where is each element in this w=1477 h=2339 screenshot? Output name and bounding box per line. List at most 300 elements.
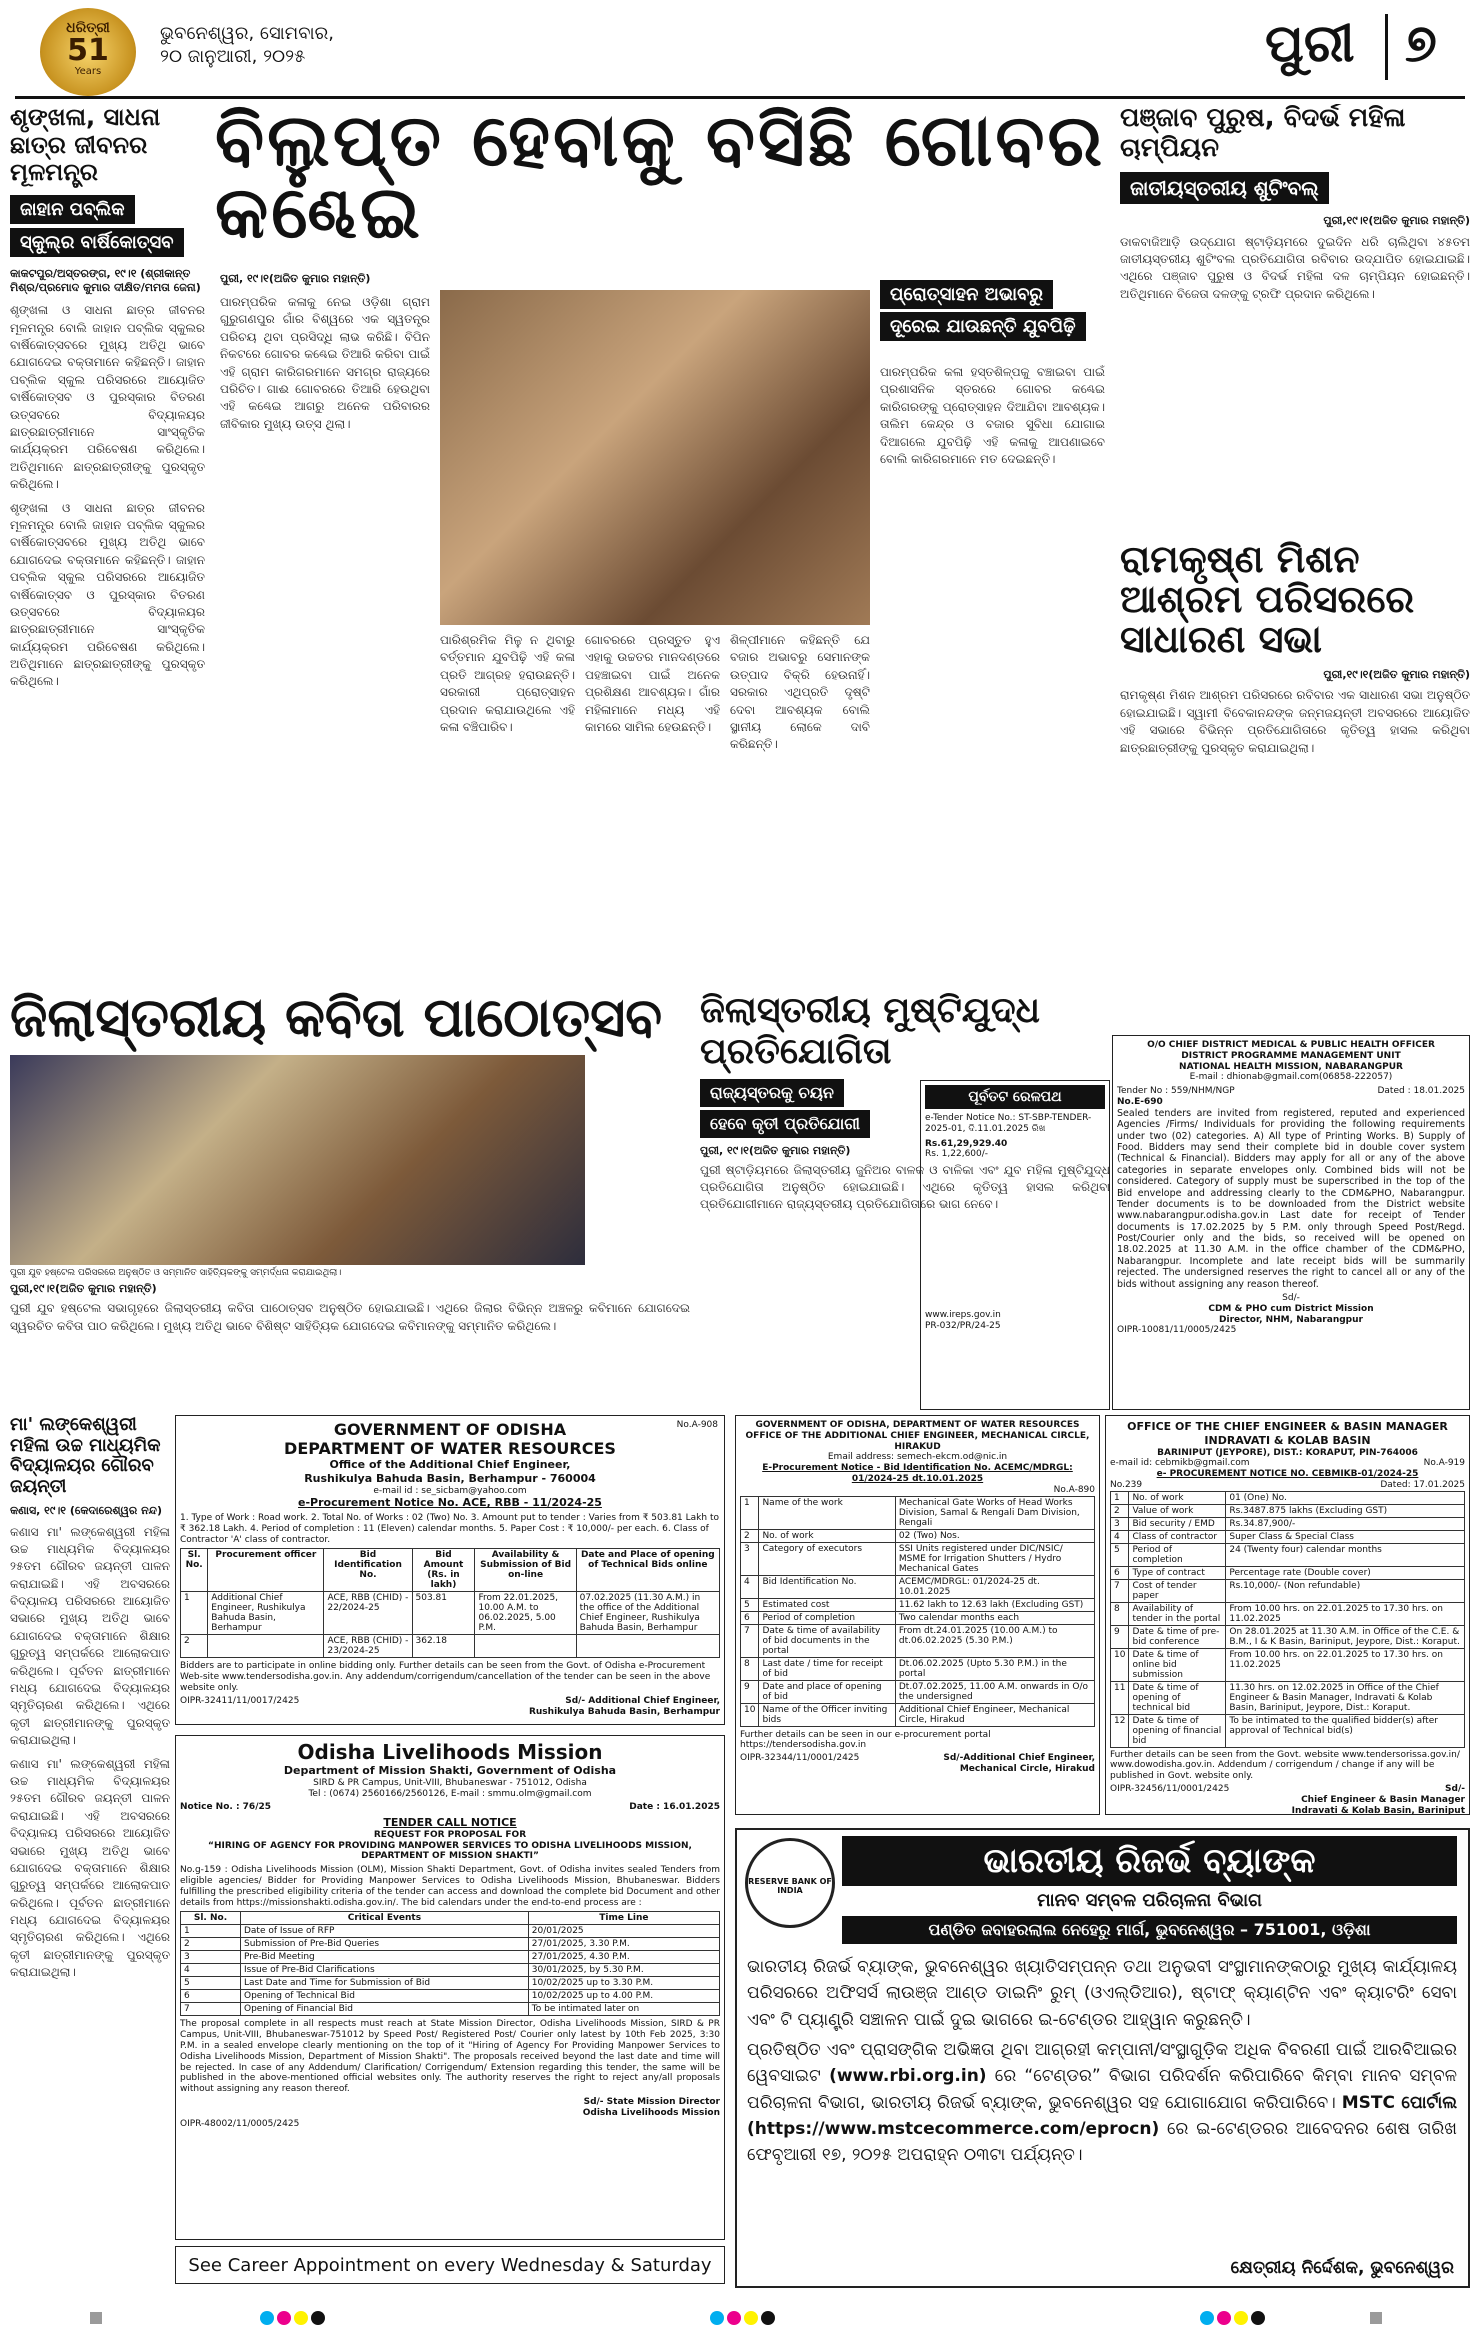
nhm-no: No.E-690: [1117, 1096, 1163, 1107]
table-row: [181, 1592, 720, 1635]
table-cell: 4: [741, 1575, 759, 1598]
left-story-byline: କାକଟପୁର/ଅସ୍ତରଙ୍ଗ, ୧୯।୧ (ଶ୍ରୀକାନ୍ତ ମିଶ୍ର/ପ୍ରମୋଦ କୁମାର ଦୀକ୍ଷିତ/ମମତା ଜେନା): [10, 266, 201, 294]
boxing-headline: ଜିଲାସ୍ତରୀୟ ମୁଷ୍ଟିଯୁଦ୍ଧ ପ୍ରତିଯୋଗିତା: [700, 990, 1041, 1073]
school-headline: ମା' ଲଙ୍କେଶ୍ୱରୀ ମହିଳା ଉଚ୍ଚ ମାଧ୍ୟମିକ ବିଦ୍ୟାଳୟର ଗୌରବ ଜୟନ୍ତୀ: [10, 1415, 161, 1498]
indravati-ref: OIPR-32456/11/0001/2425: [1110, 1784, 1230, 1795]
dateline-date: ୨୦ ଜାନୁଆରୀ, ୨୦୨୫: [160, 46, 306, 68]
table-row: [181, 1938, 720, 1951]
table-cell: Date & time of availability of bid documents in the portal: [759, 1624, 895, 1657]
table-row: [181, 1951, 720, 1964]
table-header: Procurement officer: [208, 1549, 324, 1592]
hirakud-office: OFFICE OF THE ADDITIONAL CHIEF ENGINEER, MECHANICAL CIRCLE, HIRAKUD: [745, 1430, 1090, 1452]
table-header: Bid Amount (Rs. in lakh): [412, 1549, 475, 1592]
gray-bar: [90, 2312, 102, 2324]
table-cell: 5: [741, 1598, 759, 1611]
badge-sub: Years: [74, 66, 102, 77]
nhm-org1: O/O CHIEF DISTRICT MEDICAL & PUBLIC HEALTH OFFICER: [1147, 1040, 1435, 1050]
nhm-ref: OIPR-10081/11/0005/2425: [1117, 1325, 1237, 1336]
table-cell: Cost of tender paper: [1129, 1579, 1226, 1602]
lead-col4: ଗୋବରରେ ପ୍ରସ୍ତୁତ ହୁଏ ଏହାକୁ ଉଚ୍ଚତର ମାନଦଣ୍ଡରେ ପହଞ୍ଚାଇବା ପାଇଁ ଅନେକ ପ୍ରଶିକ୍ଷଣ ଆବଶ୍ୟକ। ଗାଁର ମହିଳାମାନେ ମଧ୍ୟ ଏହି କାମରେ ସାମିଲ ହେଉଛନ୍ତି।: [585, 633, 720, 734]
table-cell: Date & time of pre-bid conference: [1129, 1625, 1226, 1648]
table-cell: ACEMC/MDRGL: 01/2024-25 dt. 10.01.2025: [895, 1575, 1094, 1598]
table-cell: Class of contractor: [1129, 1530, 1226, 1543]
table-cell: [208, 1635, 324, 1658]
nhm-body: Sealed tenders are invited from registered, reputed and experienced Agencies /Firms/ Individuals for providing the following requirements under two (02) categories. A) All type of Printing Works. B) Supply of Food. Bidders may send their complete bid in double cover system (Technical & Financial). Bidders may apply for all or any of the above categories in separate envelopes only. Combined bids will not be considered. Category of supply must be superscribed in the top of the Bid envelope and addressing clearly to the CDM&PHO, Nabarangpur. Tender documents is to be downloaded from the District website www.nabarangpur.odisha.gov.in Last date for receipt of Tender documents is 17.02.2025 by 5 P.M. only through Speed Post/Regd. Post/Courier only and the bids, so received will be opened on 18.02.2025 at 11.30 A.M. in the office chamber of the CDM&PHO, Nabarangpur. Incomplete and late receipt bids will be summarily rejected. The undersigned reserves the right to cancel all or any of the bids without assigning any reason thereof.: [1117, 1107, 1465, 1290]
table-row: [741, 1611, 1095, 1624]
indravati-email: e-mail id: cebmikb@gmail.com: [1110, 1458, 1250, 1469]
rbi-body4: ରେ ଇ-ଟେଣ୍ଡରର ଆବେଦନର ଶେଷ ତାରିଖ ଫେବୃଆରୀ ୧୭, ୨୦୨୫ ଅପରାହ୍ନ ୦୩ଟା ପର୍ଯ୍ୟନ୍ତ।: [747, 2119, 1457, 2166]
table-cell: ACE, RBB (CHID) - 23/2024-25: [324, 1635, 412, 1658]
page-number: ୭: [1405, 14, 1437, 74]
school-body-cont: କଣାସ ମା' ଲଙ୍କେଶ୍ୱରୀ ମହିଳା ଉଚ୍ଚ ମାଧ୍ୟମିକ ବିଦ୍ୟାଳୟର ୨୫ତମ ଗୌରବ ଜୟନ୍ତୀ ପାଳନ କରାଯାଇଛି। ଏହି ଅବସରରେ ବିଦ୍ୟାଳୟ ପରିସରରେ ଆୟୋଜିତ ସଭାରେ ମୁଖ୍ୟ ଅତିଥି ଭାବେ ଯୋଗଦେଇ ବକ୍ତାମାନେ ଶିକ୍ଷାର ଗୁରୁତ୍ୱ ସମ୍ପର୍କରେ ଆଲୋକପାତ କରିଥିଲେ। ପୂର୍ବତନ ଛାତ୍ରୀମାନେ ମଧ୍ୟ ଯୋଗଦେଇ ବିଦ୍ୟାଳୟର ସ୍ମୃତିଚାରଣ କରିଥିଲେ। ଏଥିରେ କୃତୀ ଛାତ୍ରୀମାନଙ୍କୁ ପୁରସ୍କୃତ କରାଯାଇଥିଲା।: [10, 1756, 170, 1980]
indravati-sign1: Sd/-: [1445, 1784, 1465, 1795]
indravati-table: [1110, 1491, 1465, 1748]
olm-rfp: REQUEST FOR PROPOSAL FOR: [373, 1829, 527, 1840]
table-cell: [475, 1635, 576, 1658]
table-row: [181, 1964, 720, 1977]
table-cell: 01 (One) No.: [1226, 1491, 1465, 1504]
notice-indravati: [1105, 1415, 1470, 1815]
notice-railway: [920, 1080, 1110, 1410]
water-ref: OIPR-32411/11/0017/2425: [180, 1695, 300, 1706]
olm-footer: The proposal complete in all respects must reach at State Mission Director, Odisha Livelihoods Mission, SIRD & PR Campus, Unit-VIII, Bhubaneswar-751012 by Speed Post/ Registered Post/ Courier only latest by 10th Feb 2025, 3:30 P.M. in a sealed envelope clearly mentioning on the top of it "Hiring of Agency For Providing Manpower Services to Odisha Livelihoods Mission, Department of Mission Shakti". The proposals received beyond the last date and time will be rejected. In case of any Addendum/ Clarification/ Corrigendum/ Extension regarding this tender, the same will be published in the above-mentioned official websites only. The authority reserves the right to reject any/all proposals without assigning any reason thereof.: [180, 2019, 720, 2095]
table-cell: Two calendar months each: [895, 1611, 1094, 1624]
table-cell: 2: [181, 1635, 208, 1658]
lead-col5: ଶିଳ୍ପୀମାନେ କହିଛନ୍ତି ଯେ ବଜାର ଅଭାବରୁ ସେମାନଙ୍କ ଉତ୍ପାଦ ବିକ୍ରି ହେଉନାହିଁ। ସରକାର ଏଥିପ୍ରତି ଦୃଷ୍ଟି ଦେବା ଆବଶ୍ୟକ ବୋଲି ସ୍ଥାନୀୟ ଲୋକେ ଦାବି କରିଛନ୍ତି।: [730, 633, 870, 752]
rbi-mstc: MSTC ପୋର୍ଟାଲ: [1341, 2092, 1457, 2113]
table-cell: 27/01/2025, 3.30 P.M.: [528, 1938, 719, 1951]
yellow-dot: [1234, 2311, 1248, 2325]
section-name: ପୁରୀ: [1265, 14, 1355, 74]
dateline: [160, 22, 334, 69]
olm-th1: Sl. No.: [181, 1912, 241, 1925]
table-cell: Pre-Bid Meeting: [240, 1951, 528, 1964]
olm-title: Odisha Livelihoods Mission: [297, 1740, 603, 1764]
table-cell: 10: [741, 1703, 759, 1726]
nhm-org2: DISTRICT PROGRAMME MANAGEMENT UNIT: [1181, 1050, 1401, 1061]
water-office2: Rushikulya Bahuda Basin, Berhampur - 760004: [304, 1471, 596, 1485]
table-row: [1111, 1714, 1465, 1747]
table-cell: 10/02/2025 up to 3.30 P.M.: [528, 1977, 719, 1990]
lead-col3: ପାରିଶ୍ରମିକ ମିଳୁ ନ ଥିବାରୁ ବର୍ତ୍ତମାନ ଯୁବପିଢ଼ି ଏହି କଳା ପ୍ରତି ଆଗ୍ରହ ହରାଉଛନ୍ତି। ସରକାରୀ ପ୍ରୋତ୍ସାହନ ପ୍ରଦାନ କରାଯାଉଥିଲେ ଏହି କଳା ବଞ୍ଚିପାରିବ।: [440, 633, 575, 734]
table-cell: Dt.06.02.2025 (Upto 5.30 P.M.) in the portal: [895, 1657, 1094, 1680]
rbi-title-band: [842, 1836, 1457, 1886]
table-cell: Name of the Officer inviting bids: [759, 1703, 895, 1726]
nhm-sign1: Sd/-: [1282, 1293, 1300, 1304]
rbi-body: [747, 1954, 1457, 2169]
nhm-tender: Tender No : 559/NHM/NGP: [1117, 1086, 1235, 1097]
left-story-body-cont: ଶୃଙ୍ଖଳା ଓ ସାଧନା ଛାତ୍ର ଜୀବନର ମୂଳମନ୍ତ୍ର ବୋଲି ଜାହାନ ପବ୍ଲିକ ସ୍କୁଲର ବାର୍ଷିକୋତ୍ସବରେ ମୁଖ୍ୟ ଅତିଥି ଭାବେ ଯୋଗଦେଇ ବକ୍ତାମାନେ କହିଛନ୍ତି। ଜାହାନ ପବ୍ଲିକ ସ୍କୁଲ ପରିସରରେ ଆୟୋଜିତ ବାର୍ଷିକୋତ୍ସବ ଓ ପୁରସ୍କାର ବିତରଣ ଉତ୍ସବରେ ବିଦ୍ୟାଳୟର ଛାତ୍ରଛାତ୍ରୀମାନେ ସାଂସ୍କୃତିକ କାର୍ଯ୍ୟକ୍ରମ ପରିବେଷଣ କରିଥିଲେ। ଅତିଥିମାନେ ଛାତ୍ରଛାତ୍ରୀଙ୍କୁ ପୁରସ୍କୃତ କରିଥିଲେ।: [10, 500, 205, 689]
career-text: See Career Appointment on every Wednesday & Saturday: [188, 2255, 712, 2276]
lead-kicker-2: ଦୂରେଇ ଯାଉଛନ୍ତି ଯୁବପିଢ଼ି: [880, 312, 1086, 341]
railway-title: ପୂର୍ବତଟ ରେଳପଥ: [925, 1085, 1105, 1109]
olm-subject: “HIRING OF AGENCY FOR PROVIDING MANPOWER SERVICES TO ODISHA LIVELIHOODS MISSION, DEPARTMENT OF MISSION SHAKTI”: [208, 1840, 692, 1862]
table-cell: Period of completion: [1129, 1543, 1226, 1566]
right-story-2-headline: ରାମକୃଷ୍ଣ ମିଶନ ଆଶ୍ରମ ପରିସରରେ ସାଧାରଣ ସଭା: [1120, 540, 1415, 661]
railway-line1: e-Tender Notice No.: ST-SBP-TENDER-2025-01, ଦି.11.01.2025 ରିଖ: [925, 1113, 1092, 1134]
water-notice: e-Procurement Notice No. ACE, RBB - 11/2024-25: [298, 1496, 602, 1510]
table-cell: 3: [1111, 1517, 1129, 1530]
reg-mark-left: [260, 2310, 328, 2329]
indravati-notice: e- PROCUREMENT NOTICE NO. CEBMIKB-01/2024-25: [1156, 1469, 1419, 1480]
anniversary-badge: [40, 8, 136, 96]
water-sign1: Sd/- Additional Chief Engineer,: [565, 1695, 720, 1706]
nhm-sign3: Director, NHM, Nabarangpur: [1219, 1314, 1363, 1325]
left-story-tag1: ଜାହାନ ପବ୍ଲିକ: [10, 195, 135, 224]
notice-rbi: [735, 1828, 1470, 2288]
table-row: [181, 2003, 720, 2016]
railway-ref: PR-032/PR/24-25: [925, 1320, 1001, 1331]
left-story-title: ଶୃଙ୍ଖଳା, ସାଧନା ଛାତ୍ର ଜୀବନର ମୂଳମନ୍ତ୍ର: [10, 104, 161, 187]
table-row: [741, 1542, 1095, 1575]
table-cell: ACE, RBB (CHID) - 22/2024-25: [324, 1592, 412, 1635]
olm-body: No.g-159 : Odisha Livelihoods Mission (OLM), Mission Shakti Department, Govt. of Odisha invites sealed Tenders from eligible agencies/ Bidder for Providing Manpower Services to Odisha Livelihoods Mission, Bhubaneswar. Bidders fulfilling the prescribed eligibility criteria of the tender can access and download the complete bid Document and other details from https://missionshakti.odisha.gov.in/. The bid calendars under the end-to-end process are :: [180, 1865, 720, 1908]
table-cell: 30/01/2025, by 5.30 P.M.: [528, 1964, 719, 1977]
table-cell: Rs.34.87,900/-: [1226, 1517, 1465, 1530]
badge-word: ଧରିତ୍ରୀ: [66, 20, 110, 36]
table-cell: 10/02/2025 up to 4.00 P.M.: [528, 1990, 719, 2003]
indravati-basin: INDRAVATI & KOLAB BASIN: [1204, 1433, 1371, 1447]
hirakud-sign2: Mechanical Circle, Hirakud: [959, 1763, 1095, 1774]
table-cell: Date and place of opening of bid: [759, 1680, 895, 1703]
table-cell: 503.81: [412, 1592, 475, 1635]
table-cell: 3: [181, 1951, 241, 1964]
table-row: [1111, 1648, 1465, 1681]
poetry-byline: ପୁରୀ,୧୯।୧(ଅଜିତ କୁମାର ମହାନ୍ତି): [10, 1282, 157, 1296]
rbi-seal-text: RESERVE BANK OF INDIA: [748, 1877, 832, 1895]
table-cell: Mechanical Gate Works of Head Works Division, Samal & Rengali Dam Division, Rengali: [895, 1496, 1094, 1529]
table-row: [1111, 1566, 1465, 1579]
rbi-body1: ଭାରତୀୟ ରିଜର୍ଭ ବ୍ୟାଙ୍କ, ଭୁବନେଶ୍ୱର ଖ୍ୟାତିସମ୍ପନ୍ନ ତଥା ଅନୁଭବୀ ସଂସ୍ଥାମାନଙ୍କଠାରୁ ମୁଖ୍ୟ କାର୍ଯ୍ୟାଳୟ ପରିସରରେ ଅଫିସର୍ସ ଲାଉଞ୍ଜ ଆଣ୍ଡ ଡାଇନିଂ ରୁମ୍ (ଓଏଲ୍‌ଡିଆର), ଷ୍ଟାଫ୍ କ୍ୟାଣ୍ଟିନ ଏବଂ କ୍ୟାଟରିଂ ସେବା ଏବଂ ଟି ପ୍ୟାଣ୍ଟ୍ରି ସଞ୍ଚାଳନ ପାଇଁ ଦୁଇ ଭାଗରେ ଇ-ଟେଣ୍ଡର ଆହ୍ୱାନ କରୁଛନ୍ତି।: [747, 1957, 1457, 2030]
table-cell: 24 (Twenty four) calendar months: [1226, 1543, 1465, 1566]
rbi-addr-band: [842, 1916, 1457, 1944]
water-sign2: Rushikulya Bahuda Basin, Berhampur: [528, 1706, 720, 1717]
olm-date: Date : 16.01.2025: [629, 1802, 720, 1813]
nhm-dated: Dated : 18.01.2025: [1377, 1086, 1465, 1097]
table-cell: No. of work: [1129, 1491, 1226, 1504]
table-cell: Date & time of opening of financial bid: [1129, 1714, 1226, 1747]
right-story-1-tag: ଜାତୀୟସ୍ତରୀୟ ଶୁଟିଂବଲ୍‌: [1120, 172, 1329, 204]
right-story-2-body: ରାମକୃଷ୍ଣ ମିଶନ ଆଶ୍ରମ ପରିସରରେ ରବିବାର ଏକ ସାଧାରଣ ସଭା ଅନୁଷ୍ଠିତ ହୋଇଯାଇଛି। ସ୍ୱାମୀ ବିବେକାନନ୍ଦଙ୍କ ଜନ୍ମଜୟନ୍ତୀ ଅବସରରେ ଆୟୋଜିତ ଏହି ସଭାରେ ବିଭିନ୍ନ ପ୍ରତିଯୋଗିତାରେ କୃତିତ୍ୱ ହାସଲ କରିଥିବା ଛାତ୍ରଛାତ୍ରୀଙ୍କୁ ପୁରସ୍କୃତ କରାଯାଇଥିଲା।: [1120, 688, 1470, 755]
boxing-body: ପୁରୀ ଷ୍ଟାଡ଼ିୟମରେ ଜିଲାସ୍ତରୀୟ ଜୁନିଅର ବାଳକ ଓ ବାଳିକା ଏବଂ ଯୁବ ମହିଳା ମୁଷ୍ଟିଯୁଦ୍ଧ ପ୍ରତିଯୋଗିତା ଅନୁଷ୍ଠିତ ହୋଇଯାଇଛି। ଏଥିରେ କୃତିତ୍ୱ ହାସଲ କରିଥିବା ପ୍ରତିଯୋଗୀମାନେ ରାଜ୍ୟସ୍ତରୀୟ ପ୍ରତିଯୋଗିତାରେ ଭାଗ ନେବେ।: [700, 1162, 1110, 1212]
olm-sign2: Odisha Livelihoods Mission: [582, 2107, 720, 2118]
registration-marks: [0, 2310, 1477, 2330]
table-header: Availability & Submission of Bid on-line: [475, 1549, 576, 1592]
indravati-sign2: Chief Engineer & Basin Manager: [1301, 1794, 1465, 1805]
lead-photo: [440, 290, 870, 625]
table-cell: Date of Issue of RFP: [240, 1925, 528, 1938]
table-row: [741, 1598, 1095, 1611]
table-cell: 5: [1111, 1543, 1129, 1566]
magenta-dot: [1217, 2311, 1231, 2325]
table-cell: 7: [741, 1624, 759, 1657]
black-dot: [761, 2311, 775, 2325]
table-cell: 12: [1111, 1714, 1129, 1747]
water-footer: Bidders are to participate in online bidding only. Further details can be seen from the Govt. of Odisha e-Procurement Web-site www.tendersodisha.gov.in. Any addendum/corrigendum/cancellation of the tender can be seen in the above website only.: [180, 1661, 711, 1694]
table-cell: Additional Chief Engineer, Mechanical Circle, Hirakud: [895, 1703, 1094, 1726]
hirakud-table: [740, 1496, 1095, 1727]
reg-mark-right: [1200, 2310, 1268, 2329]
indravati-no: No.A-919: [1423, 1458, 1465, 1469]
water-email: e-mail id : se_sicbam@yahoo.com: [373, 1485, 527, 1496]
table-cell: 02 (Two) Nos.: [895, 1529, 1094, 1542]
notice-water: [175, 1415, 725, 1725]
table-cell: Dt.07.02.2025, 11.00 A.M. onwards in O/o the undersigned: [895, 1680, 1094, 1703]
olm-th2: Critical Events: [240, 1912, 528, 1925]
table-cell: 2: [181, 1938, 241, 1951]
poetry-photo: [10, 1055, 585, 1265]
table-cell: 1: [181, 1925, 241, 1938]
masthead-rule: [15, 96, 1465, 99]
lead-story: [215, 104, 1110, 984]
table-cell: Category of executors: [759, 1542, 895, 1575]
hirakud-gov: GOVERNMENT OF ODISHA, DEPARTMENT OF WATER RESOURCES: [755, 1420, 1080, 1430]
school-body: କଣାସ ମା' ଲଙ୍କେଶ୍ୱରୀ ମହିଳା ଉଚ୍ଚ ମାଧ୍ୟମିକ ବିଦ୍ୟାଳୟର ୨୫ତମ ଗୌରବ ଜୟନ୍ତୀ ପାଳନ କରାଯାଇଛି। ଏହି ଅବସରରେ ବିଦ୍ୟାଳୟ ପରିସରରେ ଆୟୋଜିତ ସଭାରେ ମୁଖ୍ୟ ଅତିଥି ଭାବେ ଯୋଗଦେଇ ବକ୍ତାମାନେ ଶିକ୍ଷାର ଗୁରୁତ୍ୱ ସମ୍ପର୍କରେ ଆଲୋକପାତ କରିଥିଲେ। ପୂର୍ବତନ ଛାତ୍ରୀମାନେ ମଧ୍ୟ ଯୋଗଦେଇ ବିଦ୍ୟାଳୟର ସ୍ମୃତିଚାରଣ କରିଥିଲେ। ଏଥିରେ କୃତୀ ଛାତ୍ରୀମାନଙ୍କୁ ପୁରସ୍କୃତ କରାଯାଇଥିଲା।: [10, 1524, 170, 1748]
table-cell: Last Date and Time for Submission of Bid: [240, 1977, 528, 1990]
table-cell: 6: [181, 1990, 241, 2003]
rbi-sign: କ୍ଷେତ୍ରୀୟ ନିର୍ଦ୍ଦେଶକ, ଭୁବନେଶ୍ୱର: [1230, 2258, 1454, 2278]
table-cell: Type of contract: [1129, 1566, 1226, 1579]
lead-byline: ପୁରୀ, ୧୯।୧(ଅଜିତ କୁମାର ମହାନ୍ତି): [220, 272, 371, 285]
rbi-body3: ରେ “ଟେଣ୍ଡର” ବିଭାଗ ପରିଦର୍ଶନ କରିପାରିବେ କିମ୍ବା ମାନବ ସମ୍ବଳ ପରିଚାଳନା ବିଭାଗ, ଭାରତୀୟ ରିଜର୍ଭ ବ୍ୟାଙ୍କ, ଭୁବନେଶ୍ୱର ସହ ଯୋଗାଯୋଗ କରିପାରିବେ।: [747, 2066, 1457, 2113]
black-dot: [1251, 2311, 1265, 2325]
table-cell: Period of completion: [759, 1611, 895, 1624]
table-cell: 8: [741, 1657, 759, 1680]
table-cell: 9: [1111, 1625, 1129, 1648]
table-cell: 11.62 lakh to 12.63 lakh (Excluding GST): [895, 1598, 1094, 1611]
table-cell: 6: [1111, 1566, 1129, 1579]
table-cell: 2: [741, 1529, 759, 1542]
table-cell: 7: [1111, 1579, 1129, 1602]
left-story-tag2: ସ୍କୁଲ୍‌ର ବାର୍ଷିକୋତ୍ସବ: [10, 228, 184, 257]
table-cell: 6: [741, 1611, 759, 1624]
notice-olm: [175, 1735, 725, 2240]
lead-headline: ବିଲୁପ୍ତ ହେବାକୁ ବସିଛି ଗୋବର କଣ୍ଢେଇ: [215, 104, 1106, 254]
olm-address: SIRD & PR Campus, Unit-VIII, Bhubaneswar - 751012, Odisha: [313, 1777, 587, 1788]
table-cell: 2: [1111, 1504, 1129, 1517]
table-header: Date and Place of opening of Technical Bids online: [576, 1549, 719, 1592]
table-cell: Additional Chief Engineer, Rushikulya Bahuda Basin, Berhampur: [208, 1592, 324, 1635]
nhm-sign2: CDM & PHO cum District Mission: [1208, 1303, 1374, 1314]
rbi-body2: ପ୍ରତିଷ୍ଠିତ ଏବଂ ପ୍ରାସଙ୍ଗିକ ଅଭିଜ୍ଞତା ଥିବା ଆଗ୍ରହୀ କମ୍ପାନୀ/ସଂସ୍ଥାଗୁଡ଼ିକ ଅଧିକ ବିବରଣୀ ପାଇଁ ଆରବିଆଇର ୱେବସାଇଟ: [747, 2040, 1457, 2087]
table-header: Bid Identification No.: [324, 1549, 412, 1592]
hirakud-email: Email address: semech-ekcm.od@nic.in: [827, 1452, 1008, 1463]
indravati-footer: Further details can be seen from the Govt. website www.tendersorissa.gov.in/ www.dowodisha.gov.in. Addendum / corrigendum / change if any will be published in Govt. website only.: [1110, 1749, 1460, 1782]
left-story: [10, 104, 205, 984]
table-row: [1111, 1681, 1465, 1714]
table-cell: Date & time of opening of technical bid: [1129, 1681, 1226, 1714]
rbi-sub: ମାନବ ସମ୍ବଳ ପରିଚାଳନା ବିଭାଗ: [1037, 1890, 1262, 1911]
water-dept: DEPARTMENT OF WATER RESOURCES: [284, 1439, 616, 1458]
table-cell: To be intimated to the qualified bidder(s) after approval of Technical bid(s): [1226, 1714, 1465, 1747]
water-office1: Office of the Additional Chief Engineer,: [329, 1458, 571, 1471]
table-cell: Name of the work: [759, 1496, 895, 1529]
hirakud-sign1: Sd/-Additional Chief Engineer,: [943, 1753, 1095, 1764]
table-cell: 1: [741, 1496, 759, 1529]
reg-mark-center: [710, 2310, 778, 2329]
indravati-no2: No.239: [1110, 1479, 1143, 1490]
rbi-site2: (https://www.mstcecommerce.com/eprocn): [747, 2119, 1160, 2140]
nhm-email: E-mail : dhionab@gmail.com(06858-222057): [1189, 1072, 1393, 1083]
table-cell: Bid Identification No.: [759, 1575, 895, 1598]
table-cell: Date & time of online bid submission: [1129, 1648, 1226, 1681]
indravati-office: OFFICE OF THE CHIEF ENGINEER & BASIN MANAGER: [1127, 1420, 1448, 1433]
olm-ref: OIPR-48002/11/0005/2425: [180, 2118, 300, 2129]
lead-kicker-1: ପ୍ରୋତ୍ସାହନ ଅଭାବରୁ: [880, 280, 1053, 309]
olm-sign1: Sd/- State Mission Director: [583, 2097, 720, 2108]
olm-tcn: TENDER CALL NOTICE: [383, 1816, 517, 1830]
table-cell: On 28.01.2025 at 11.30 A.M. in Office of the C.E. & B.M., I & K Basin, Bariniput, Jeypore, Dist.: Koraput.: [1226, 1625, 1465, 1648]
right-story-1-headline: ପଞ୍ଜାବ ପୁରୁଷ, ବିଦର୍ଭ ମହିଳା ଚାମ୍ପିୟନ: [1120, 104, 1406, 163]
table-cell: To be intimated later on: [528, 2003, 719, 2016]
boxing-tag1: ରାଜ୍ୟସ୍ତରକୁ ଚୟନ: [700, 1079, 844, 1107]
rbi-addr: ପଣ୍ଡିତ ଜବାହରଲାଲ ନେହେରୁ ମାର୍ଗ, ଭୁବନେଶ୍ୱର – 751001, ଓଡ଼ିଶା: [928, 1920, 1371, 1939]
lead-col1: ପାରମ୍ପରିକ କଳାକୁ ନେଇ ଓଡ଼ିଶା ଗ୍ରାମ ଗୁରୁଗଣପୁର ଗାଁର ବିଶ୍ୱରେ ଏକ ସ୍ୱତନ୍ତ୍ର ପରିଚୟ ଥିବା ପ୍ରସିଦ୍ଧି ଲାଭ କରିଛି। ବିପିନ ନିକଟରେ ଗୋବର କଣ୍ଢେଇ ତିଆରି କରିବା ପାଇଁ ଏହି ଗ୍ରାମ କାରିଗରମାନେ ସମଗ୍ର ରାଜ୍ୟରେ ପରିଚିତ। ଗାଈ ଗୋବରରେ ତିଆରି ହେଉଥିବା ଏହି କଣ୍ଢେଇ ଆଗରୁ ଅନେକ ପରିବାରର ଜୀବିକାର ମୁଖ୍ୟ ଉତ୍ସ ଥିଲା।: [220, 295, 430, 431]
table-row: [1111, 1625, 1465, 1648]
dateline-city: ଭୁବନେଶ୍ୱର, ସୋମବାର,: [160, 23, 334, 44]
notice-nhm: [1112, 1035, 1470, 1410]
olm-notice-no: Notice No. : 76/25: [180, 1802, 272, 1813]
table-cell: 5: [181, 1977, 241, 1990]
table-cell: 1: [181, 1592, 208, 1635]
table-row: [1111, 1530, 1465, 1543]
gray-bar: [1370, 2312, 1382, 2324]
olm-tel: Tel : (0674) 2560166/2560126, E-mail : smmu.olm@gmail.com: [308, 1788, 592, 1799]
cyan-dot: [710, 2311, 724, 2325]
hirakud-footer: Further details can be seen in our e-procurement portal https://tendersodisha.gov.in: [740, 1729, 991, 1751]
table-row: [741, 1680, 1095, 1703]
right-story-2-byline: ପୁରୀ,୧୯।୧(ଅଜିତ କୁମାର ମହାନ୍ତି): [1323, 667, 1470, 681]
rbi-seal: [745, 1838, 835, 1928]
table-row: [1111, 1579, 1465, 1602]
indravati-date: Dated: 17.01.2025: [1380, 1479, 1465, 1490]
table-cell: 1: [1111, 1491, 1129, 1504]
table-row: [1111, 1491, 1465, 1504]
table-cell: From 10.00 hrs. on 22.01.2025 to 17.30 hrs. on 11.02.2025: [1226, 1602, 1465, 1625]
career-strip: [175, 2246, 725, 2284]
table-cell: 4: [1111, 1530, 1129, 1543]
lead-kicker: [880, 280, 1086, 341]
table-cell: Last date / time for receipt of bid: [759, 1657, 895, 1680]
right-story-2: [1120, 540, 1470, 980]
poetry-body: ପୁରୀ ଯୁବ ହଷ୍ଟେଲ ସଭାଗୃହରେ ଜିଲାସ୍ତରୀୟ କବିତା ପାଠୋତ୍ସବ ଅନୁଷ୍ଠିତ ହୋଇଯାଇଛି। ଏଥିରେ ଜିଲାର ବିଭିନ୍ନ ଅଞ୍ଚଳରୁ କବିମାନେ ଯୋଗଦେଇ ସ୍ୱରଚିତ କବିତା ପାଠ କରିଥିଲେ। ମୁଖ୍ୟ ଅତିଥି ଭାବେ ବିଶିଷ୍ଟ ସାହିତ୍ୟିକ ଯୋଗଦେଇ କବିମାନଙ୍କୁ ସମ୍ମାନିତ କରିଥିଲେ।: [10, 1301, 690, 1333]
table-cell: Rs.10,000/- (Non refundable): [1226, 1579, 1465, 1602]
boxing-byline: ପୁରୀ, ୧୯।୧(ଅଜିତ କୁମାର ମହାନ୍ତି): [700, 1143, 851, 1157]
table-cell: 27/01/2025, 4.30 P.M.: [528, 1951, 719, 1964]
left-story-body: ଶୃଙ୍ଖଳା ଓ ସାଧନା ଛାତ୍ର ଜୀବନର ମୂଳମନ୍ତ୍ର ବୋଲି ଜାହାନ ପବ୍ଲିକ ସ୍କୁଲର ବାର୍ଷିକୋତ୍ସବରେ ମୁଖ୍ୟ ଅତିଥି ଭାବେ ଯୋଗଦେଇ ବକ୍ତାମାନେ କହିଛନ୍ତି। ଜାହାନ ପବ୍ଲିକ ସ୍କୁଲ ପରିସରରେ ଆୟୋଜିତ ବାର୍ଷିକୋତ୍ସବ ଓ ପୁରସ୍କାର ବିତରଣ ଉତ୍ସବରେ ବିଦ୍ୟାଳୟର ଛାତ୍ରଛାତ୍ରୀମାନେ ସାଂସ୍କୃତିକ କାର୍ଯ୍ୟକ୍ରମ ପରିବେଷଣ କରିଥିଲେ। ଅତିଥିମାନେ ଛାତ୍ରଛାତ୍ରୀଙ୍କୁ ପୁରସ୍କୃତ କରିଥିଲେ।: [10, 303, 205, 492]
railway-site: www.ireps.gov.in: [925, 1310, 1001, 1321]
boxing-tag2: ହେବେ କୃତୀ ପ୍ରତିଯୋଗୀ: [700, 1110, 870, 1138]
table-cell: 8: [1111, 1602, 1129, 1625]
cyan-dot: [1200, 2311, 1214, 2325]
table-row: [741, 1575, 1095, 1598]
table-cell: Percentage rate (Double cover): [1226, 1566, 1465, 1579]
hirakud-no: No.A-890: [1053, 1484, 1095, 1495]
yellow-dot: [744, 2311, 758, 2325]
yellow-dot: [294, 2311, 308, 2325]
olm-dept: Department of Mission Shakti, Government of Odisha: [283, 1764, 617, 1777]
table-cell: 9: [741, 1680, 759, 1703]
table-cell: 7: [181, 2003, 241, 2016]
olm-th3: Time Line: [528, 1912, 719, 1925]
hirakud-ref: OIPR-32344/11/0001/2425: [740, 1753, 860, 1764]
table-cell: Rs.3487.875 lakhs (Excluding GST): [1226, 1504, 1465, 1517]
table-cell: Value of work: [1129, 1504, 1226, 1517]
table-row: [741, 1624, 1095, 1657]
table-cell: 11.30 hrs. on 12.02.2025 in Office of the Chief Engineer & Basin Manager, Indravati & Kolab Basin, Bariniput, Jeypore, Dist.: Koraput.: [1226, 1681, 1465, 1714]
water-body: 1. Type of Work : Road work. 2. Total No. of Works : 02 (Two) No. 3. Amount put to tender : Varies from ₹ 503.81 Lakh to ₹ 362.18 Lakh. 4. Period of completion : 11 (Eleven) calendar months. 5. Paper Cost : ₹ 10,000/- per each. 6. Class of Contractor 'A' class of contractor.: [180, 1513, 719, 1545]
table-row: [1111, 1602, 1465, 1625]
magenta-dot: [727, 2311, 741, 2325]
table-cell: 10: [1111, 1648, 1129, 1681]
poetry-story: [10, 990, 690, 1405]
railway-emd: Rs. 1,22,600/-: [925, 1149, 989, 1160]
table-row: [741, 1496, 1095, 1529]
table-header: Sl. No.: [181, 1549, 208, 1592]
water-table: [180, 1548, 720, 1658]
indravati-address: BARINIPUT (JEYPORE), DIST.: KORAPUT, PIN-764006: [1157, 1447, 1418, 1458]
table-cell: 4: [181, 1964, 241, 1977]
table-cell: Opening of Technical Bid: [240, 1990, 528, 2003]
table-cell: Opening of Financial Bid: [240, 2003, 528, 2016]
table-cell: SSI Units registered under DIC/NSIC/ MSME for Irrigation Shutters / Hydro Mechanical Gates: [895, 1542, 1094, 1575]
table-row: [181, 1925, 720, 1938]
nhm-org3: NATIONAL HEALTH MISSION, NABARANGPUR: [1179, 1061, 1403, 1072]
table-cell: Bid security / EMD: [1129, 1517, 1226, 1530]
table-cell: From 10.00 hrs. on 22.01.2025 to 17.30 hrs. on 11.02.2025: [1226, 1648, 1465, 1681]
notice-hirakud: [735, 1415, 1100, 1815]
school-story: [10, 1415, 170, 2295]
table-row: [741, 1703, 1095, 1726]
rbi-site1: (www.rbi.org.in): [829, 2066, 987, 2087]
table-cell: 20/01/2025: [528, 1925, 719, 1938]
cyan-dot: [260, 2311, 274, 2325]
olm-table: [180, 1911, 720, 2016]
table-row: [181, 1635, 720, 1658]
table-cell: 07.02.2025 (11.30 A.M.) in the office of the Additional Chief Engineer, Rushikulya Bahuda Basin, Berhampur: [576, 1592, 719, 1635]
rbi-title: ଭାରତୀୟ ରିଜର୍ଭ ବ୍ୟାଙ୍କ: [983, 1841, 1316, 1881]
school-byline: କଣାସ, ୧୯।୧ (କେଦାରେଶ୍ୱର ନନ୍ଦ): [10, 1503, 162, 1517]
table-cell: From 22.01.2025, 10.00 A.M. to 06.02.2025, 5.00 P.M.: [475, 1592, 576, 1635]
badge-years: 51: [67, 33, 109, 68]
table-row: [1111, 1517, 1465, 1530]
table-row: [741, 1657, 1095, 1680]
water-gov: GOVERNMENT OF ODISHA: [333, 1420, 567, 1439]
table-cell: Estimated cost: [759, 1598, 895, 1611]
indravati-sign3: Indravati & Kolab Basin, Bariniput: [1291, 1805, 1465, 1815]
table-cell: Super Class & Special Class: [1226, 1530, 1465, 1543]
poetry-caption: ପୁରୀ ଯୁବ ହଷ୍ଟେଲ ପରିସରରେ ଅନୁଷ୍ଠିତ ଓ ସମ୍ମାନିତ ସାହିତ୍ୟିକଙ୍କୁ ସମ୍ମର୍ଦ୍ଧନା କରାଯାଇଥିଲା।: [10, 1267, 342, 1278]
table-cell: [576, 1635, 719, 1658]
table-cell: Submission of Pre-Bid Queries: [240, 1938, 528, 1951]
table-cell: Issue of Pre-Bid Clarifications: [240, 1964, 528, 1977]
masthead: [0, 0, 1477, 100]
water-no: No.A-908: [676, 1420, 718, 1430]
table-cell: 11: [1111, 1681, 1129, 1714]
section-divider: [1385, 14, 1388, 80]
black-dot: [311, 2311, 325, 2325]
table-cell: Availability of tender in the portal: [1129, 1602, 1226, 1625]
railway-amount: Rs.61,29,929.40: [925, 1138, 1008, 1149]
table-row: [181, 1977, 720, 1990]
table-cell: From dt.24.01.2025 (10.00 A.M.) to dt.06.02.2025 (5.30 P.M.): [895, 1624, 1094, 1657]
right-story-1-body: ଡାକବାଜିଆଡ଼ି ଉଦ୍‌ଯୋଗ ଷ୍ଟାଡ଼ିୟମରେ ଦୁଇଦିନ ଧରି ଚାଲିଥିବା ୪୫ତମ ଜାତୀୟସ୍ତରୀୟ ଶୁଟିଂବଲ ପ୍ରତିଯୋଗିତା ରବିବାର ଉଦ୍‌ଯାପିତ ହୋଇଯାଇଛି। ଏଥିରେ ପଞ୍ଜାବ ପୁରୁଷ ଓ ବିଦର୍ଭ ମହିଳା ଦଳ ଚାମ୍ପିୟନ ହୋଇଛନ୍ତି। ଅତିଥିମାନେ ବିଜେତା ଦଳଙ୍କୁ ଟ୍ରଫି ପ୍ରଦାନ କରିଥିଲେ।: [1120, 234, 1470, 301]
table-cell: 362.18: [412, 1635, 475, 1658]
table-cell: No. of work: [759, 1529, 895, 1542]
table-row: [181, 1990, 720, 2003]
table-row: [1111, 1504, 1465, 1517]
right-story-1: [1120, 104, 1470, 534]
